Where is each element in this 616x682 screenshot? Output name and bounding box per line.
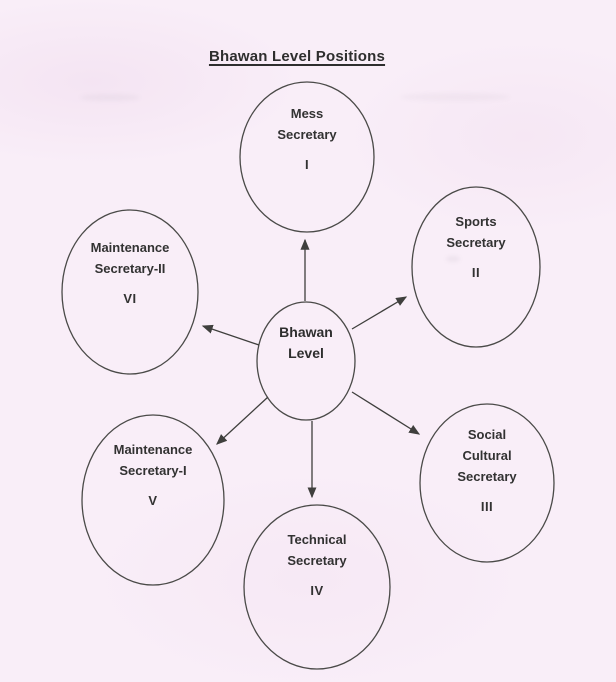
node-title-line: Level (288, 345, 324, 361)
node-numeral: II (471, 265, 481, 280)
scan-smudge (80, 94, 140, 101)
arrow-center-to-social-cultural-secretary (352, 392, 419, 434)
node-title-line: Secretary (446, 235, 506, 250)
node-title-line: Mess (290, 106, 324, 121)
node-title-line: Social (467, 427, 507, 442)
node-numeral: III (480, 499, 494, 514)
arrow-center-to-maintenance-secretary-1 (217, 397, 268, 444)
node-title-line: Bhawan (279, 324, 333, 340)
node-title-line: Secretary (457, 469, 517, 484)
label-maintenance-secretary-1 (114, 439, 193, 511)
label-bhawan-level-center (279, 322, 333, 364)
node-title-line: Cultural (462, 448, 512, 463)
node-title-line: Secretary-II (94, 261, 166, 276)
label-social-cultural-secretary (457, 424, 516, 517)
node-numeral: VI (123, 291, 137, 306)
label-technical-secretary (287, 529, 346, 601)
node-title-line: Secretary (277, 127, 337, 142)
label-mess-secretary (277, 103, 336, 175)
node-numeral: V (148, 493, 158, 508)
node-title-line: Secretary (287, 553, 347, 568)
arrow-center-to-maintenance-secretary-2 (203, 326, 259, 345)
node-title-line: Maintenance (90, 240, 170, 255)
node-numeral: I (304, 157, 310, 172)
arrow-center-to-sports-secretary (352, 297, 406, 329)
label-sports-secretary (446, 211, 505, 283)
node-numeral: IV (310, 583, 324, 598)
node-title-line: Sports (455, 214, 497, 229)
label-maintenance-secretary-2 (91, 237, 170, 309)
page-title: Bhawan Level Positions (208, 48, 386, 65)
node-title-line: Secretary-I (119, 463, 187, 478)
scan-smudge (400, 93, 510, 101)
node-title-line: Technical (287, 532, 347, 547)
node-title-line: Maintenance (113, 442, 193, 457)
